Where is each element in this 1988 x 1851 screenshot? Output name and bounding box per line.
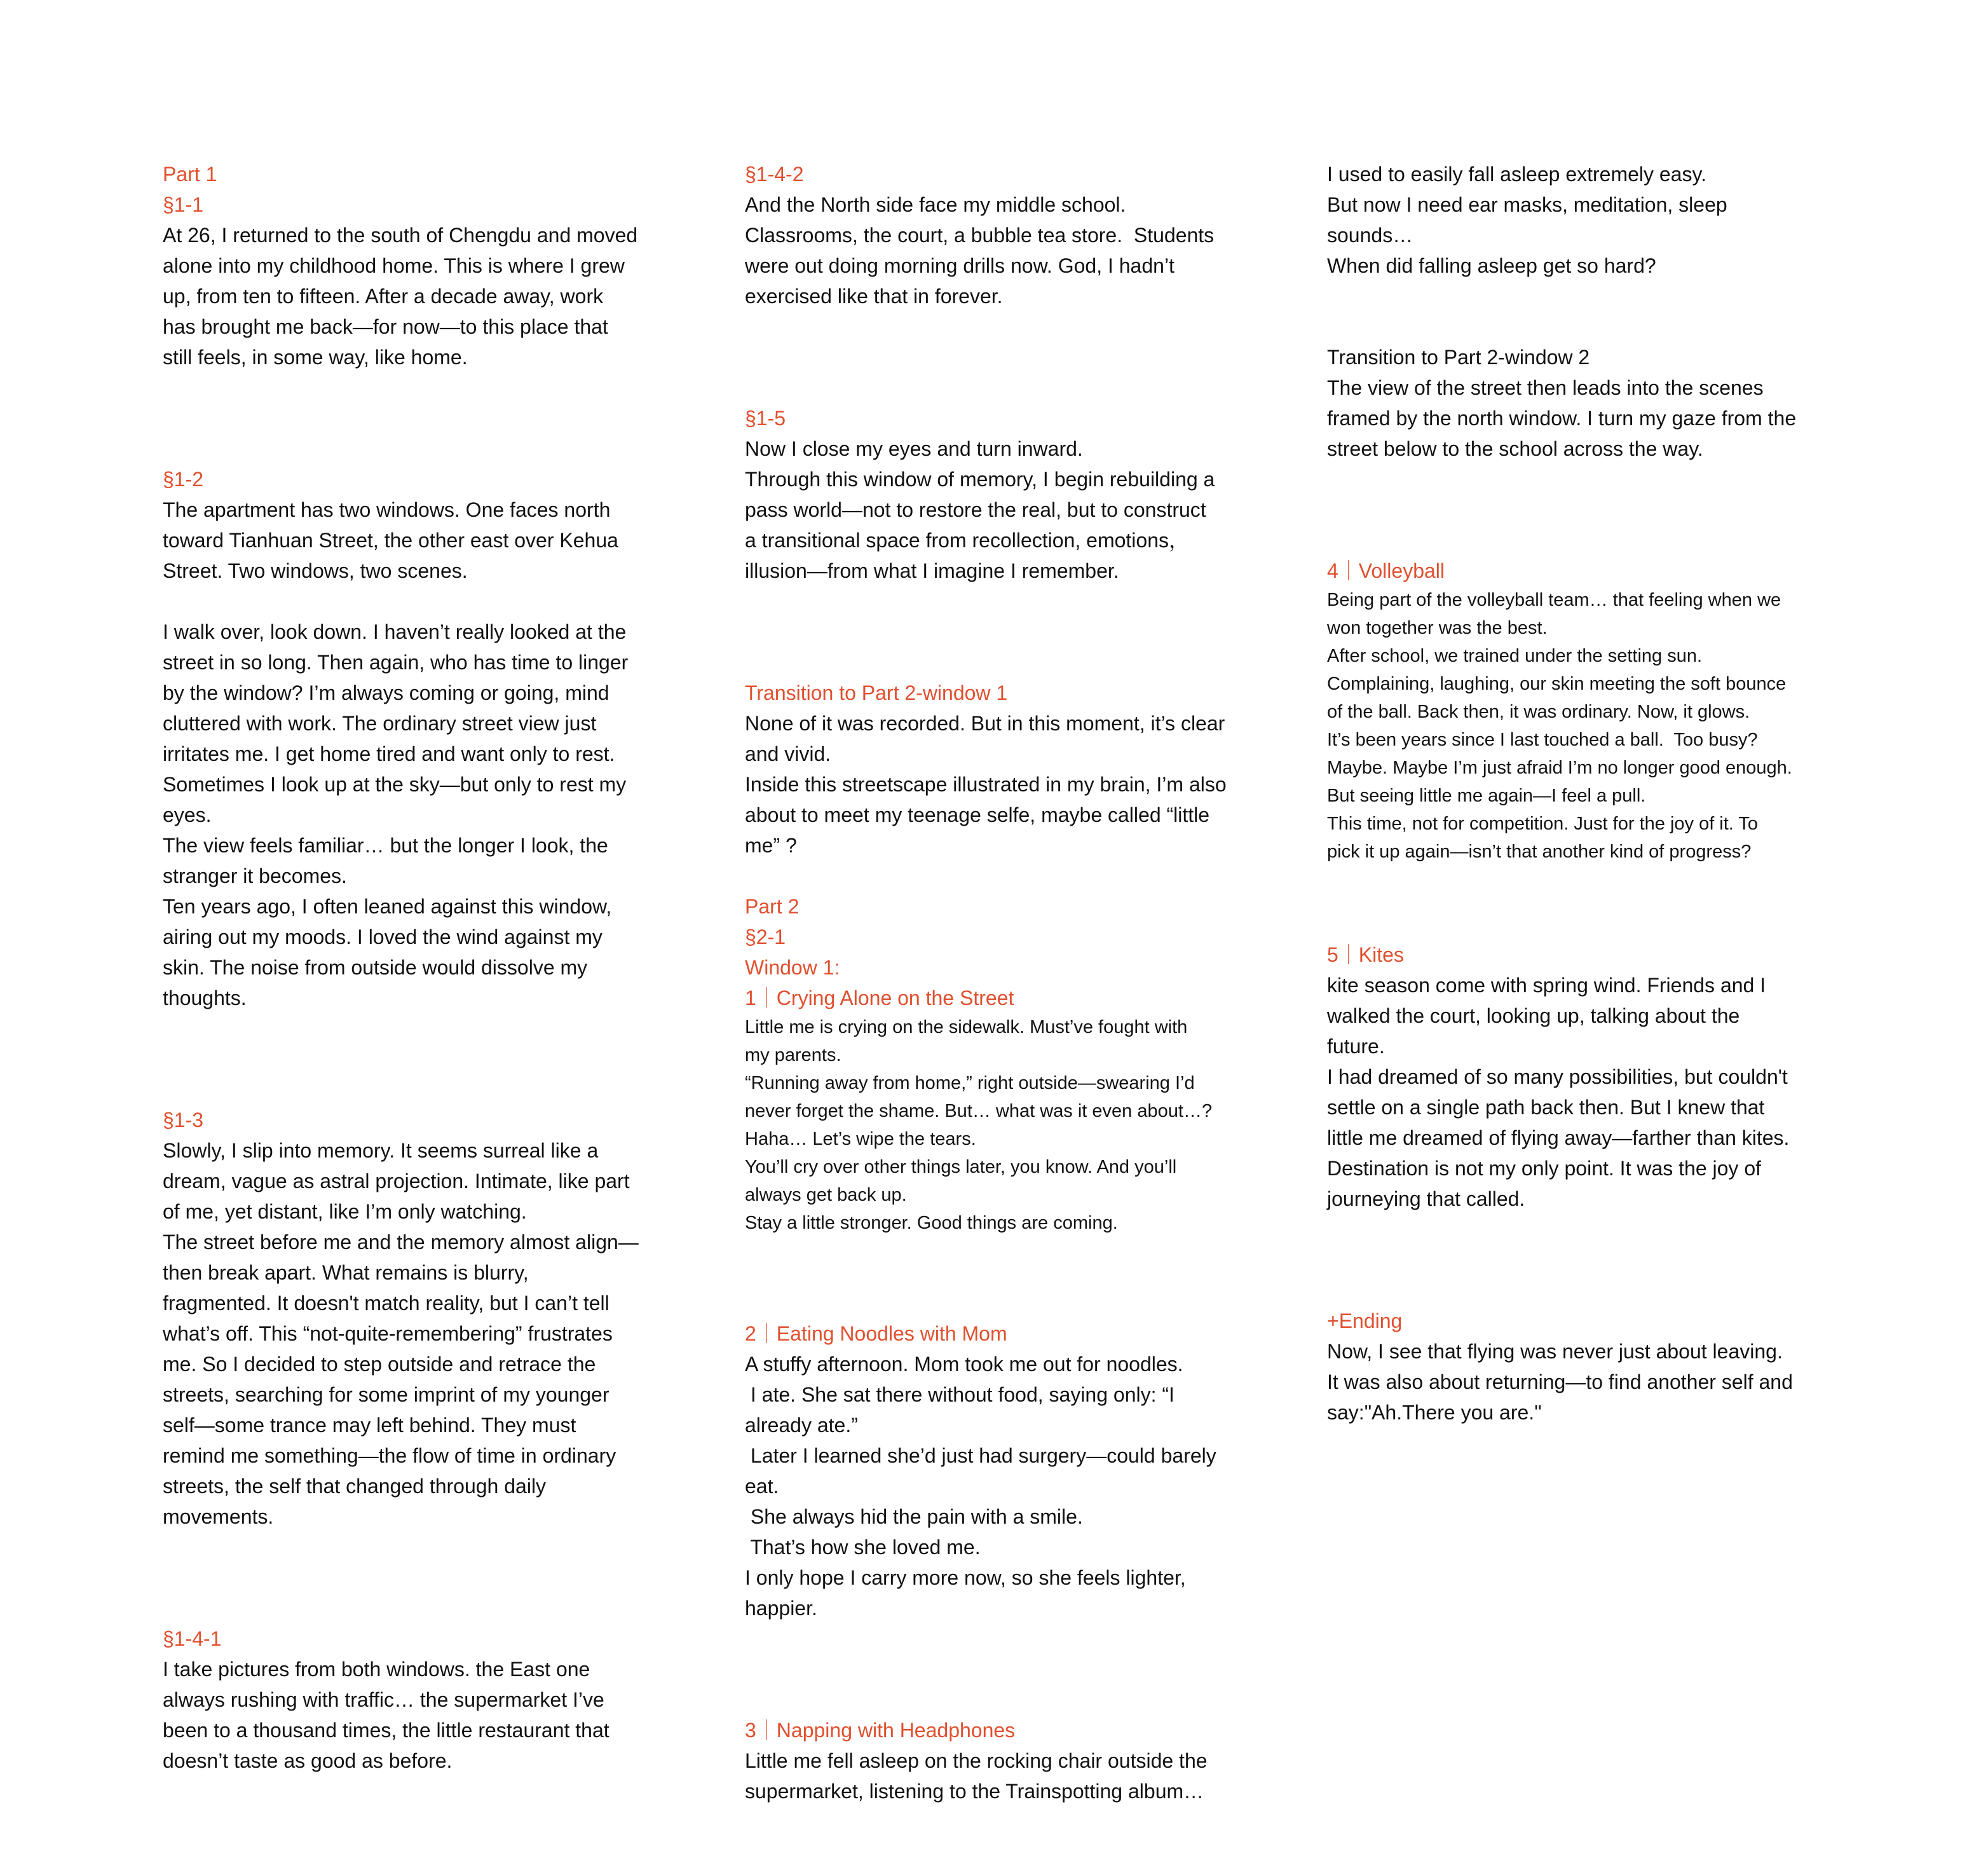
text-line: A stuffy afternoon. Mom took me out for noodles. [745, 1353, 1183, 1376]
spacer [745, 861, 1266, 891]
text-line: I ate. She sat there without food, saying only: “I [745, 1383, 1174, 1406]
section-1-1-heading: §1-1 [163, 193, 204, 216]
part-2 [745, 891, 1266, 1237]
text-line: what’s off. This “not-quite-remembering” frustrates [163, 1322, 613, 1345]
section-1-4-1-heading: §1-4-1 [163, 1627, 222, 1650]
text-line: Sometimes I look up at the sky—but only to rest my [163, 773, 627, 796]
part-1-heading: Part 1 [163, 163, 217, 186]
text-line: That’s how she loved me. [745, 1536, 981, 1559]
text-line: won together was the best. [1327, 618, 1548, 638]
text-line: up, from ten to fifteen. After a decade away, work [163, 285, 604, 308]
text-line: never forget the shame. But… what was it even about…? [745, 1101, 1213, 1121]
item-5-body [1327, 970, 1848, 1214]
text-line: eat. [745, 1475, 779, 1498]
text-line: Haha… Let’s wipe the tears. [745, 1129, 976, 1149]
text-line: my parents. [745, 1045, 841, 1065]
text-line: toward Tianhuan Street, the other east over Kehua [163, 529, 618, 552]
spacer [163, 1532, 684, 1623]
column-3 [1327, 159, 1848, 1428]
text-line: The apartment has two windows. One faces north [163, 498, 611, 521]
text-line: stranger it becomes. [163, 864, 347, 887]
text-line: always get back up. [745, 1185, 907, 1205]
spacer [745, 586, 1266, 678]
column-2 [745, 159, 1266, 1807]
section-1-2-heading: §1-2 [163, 468, 204, 491]
text-line: Ten years ago, I often leaned against this window, [163, 895, 612, 918]
text-line: Now, I see that flying was never just about leaving. [1327, 1340, 1783, 1363]
spacer [745, 1623, 1266, 1715]
spacer [745, 1237, 1266, 1318]
text-line: me. So I decided to step outside and retrace the [163, 1353, 596, 1376]
text-line: has brought me back—for now—to this place that [163, 315, 608, 338]
item-4-heading: 4｜Volleyball [1327, 559, 1445, 582]
text-line: When did falling asleep get so hard? [1327, 254, 1656, 277]
text-line: then break apart. What remains is blurry, [163, 1261, 529, 1284]
item-2-body [745, 1349, 1266, 1623]
item-3 [745, 1715, 1266, 1807]
section-1-5 [745, 403, 1266, 586]
text-line: eyes. [163, 803, 212, 826]
text-line: After school, we trained under the setting sun. [1327, 646, 1703, 666]
text-line: settle on a single path back then. But I knew that [1327, 1096, 1765, 1119]
text-line: dream, vague as astral projection. Intimate, like part [163, 1170, 630, 1192]
text-line: remind me something—the flow of time in ordinary [163, 1444, 616, 1467]
spacer [163, 1013, 684, 1105]
ending-heading: +Ending [1327, 1309, 1403, 1332]
text-line: Maybe. Maybe I’m just afraid I’m no longer good enough. [1327, 758, 1792, 778]
text-line: thoughts. [163, 987, 247, 1009]
text-line: Street. Two windows, two scenes. [163, 559, 468, 582]
text-line: The view feels familiar… but the longer I look, the [163, 834, 608, 857]
column-1 [163, 159, 684, 1776]
text-line: about to meet my teenage selfe, maybe called “little [745, 803, 1210, 826]
item-2-heading: 2｜Eating Noodles with Mom [745, 1322, 1007, 1345]
text-line: At 26, I returned to the south of Chengdu and moved [163, 224, 638, 247]
text-line: Now I close my eyes and turn inward. [745, 437, 1083, 460]
item-4-body [1327, 586, 1848, 866]
spacer [1327, 464, 1848, 556]
text-line: sounds… [1327, 224, 1413, 247]
text-line: Little me is crying on the sidewalk. Must’ve fought with [745, 1017, 1188, 1037]
section-1-4-2-heading: §1-4-2 [745, 163, 804, 186]
text-line: self—some trance may left behind. They must [163, 1414, 576, 1437]
text-line: still feels, in some way, like home. [163, 346, 468, 369]
text-line: I walk over, look down. I haven’t really looked at the [163, 620, 627, 643]
text-line: were out doing morning drills now. God, I hadn’t [745, 254, 1174, 277]
transition-window-1-heading: Transition to Part 2-window 1 [745, 681, 1008, 704]
item-3-heading: 3｜Napping with Headphones [745, 1719, 1016, 1742]
spacer [163, 586, 684, 617]
text-line: It was also about returning—to find another self and [1327, 1370, 1793, 1393]
text-line: Through this window of memory, I begin rebuilding a [745, 468, 1215, 491]
part-2-heading: Part 2 [745, 895, 800, 918]
spacer [1327, 866, 1848, 939]
text-line: It’s been years since I last touched a ball. Too busy? [1327, 730, 1758, 750]
text-line: Later I learned she’d just had surgery—could barely [745, 1444, 1216, 1467]
text-line: say:"Ah.There you are." [1327, 1401, 1542, 1424]
text-line: illusion—from what I imagine I remember. [745, 559, 1119, 582]
text-line: This time, not for competition. Just for the joy of it. To [1327, 814, 1759, 834]
text-line: fragmented. It doesn't match reality, but I can’t tell [163, 1292, 609, 1315]
item-3-continued [1327, 159, 1848, 281]
text-line: walked the court, looking up, talking about the [1327, 1004, 1740, 1027]
text-line: streets, the self that changed through daily [163, 1475, 547, 1498]
transition-window-1-body [745, 708, 1266, 861]
text-line: airing out my moods. I loved the wind against my [163, 926, 603, 948]
ending [1327, 1306, 1848, 1428]
text-line: Little me fell asleep on the rocking chair outside the [745, 1749, 1208, 1772]
item-1-heading: 1｜Crying Alone on the Street [745, 987, 1014, 1009]
spacer [745, 311, 1266, 403]
item-3-body [745, 1745, 1266, 1807]
item-4 [1327, 556, 1848, 866]
text-line: She always hid the pain with a smile. [745, 1505, 1083, 1528]
text-line: me” ? [745, 834, 797, 857]
section-1-2 [163, 464, 684, 1013]
text-line: Destination is not my only point. It was the joy of [1327, 1157, 1761, 1180]
text-line: skin. The noise from outside would dissolve my [163, 956, 588, 979]
text-line: The view of the street then leads into the scenes [1327, 376, 1764, 399]
text-line: “Running away from home,” right outside—swearing I’d [745, 1073, 1195, 1093]
text-line: movements. [163, 1505, 274, 1528]
text-line: a transitional space from recollection, emotions， [745, 529, 1189, 552]
text-line: And the North side face my middle school. [745, 193, 1126, 216]
text-line: pass world—not to restore the real, but to construct [745, 498, 1206, 521]
text-line: Classrooms, the court, a bubble tea store. Students [745, 224, 1215, 247]
section-1-4-1 [163, 1623, 684, 1776]
section-1-3 [163, 1105, 684, 1532]
section-1-3-body [163, 1135, 684, 1532]
section-1-4-2-body [745, 189, 1266, 311]
text-line: You’ll cry over other things later, you know. And you’ll [745, 1157, 1177, 1177]
text-line: The street before me and the memory almost align— [163, 1231, 639, 1253]
text-line: future. [1327, 1035, 1385, 1058]
transition-window-2 [1327, 342, 1848, 464]
section-1-1 [163, 189, 684, 372]
text-line: pick it up again—isn’t that another kind of progress? [1327, 842, 1752, 862]
text-line: But seeing little me again—I feel a pull. [1327, 786, 1646, 806]
text-line: street below to the school across the way. [1327, 437, 1703, 460]
spacer [1327, 281, 1848, 342]
text-line: streets, searching for some imprint of my younger [163, 1383, 609, 1406]
text-line: Complaining, laughing, our skin meeting the soft bounce [1327, 674, 1787, 694]
transition-window-2-body [1327, 372, 1848, 464]
item-5 [1327, 939, 1848, 1214]
spacer [163, 372, 684, 464]
text-line: been to a thousand times, the little restaurant that [163, 1719, 609, 1742]
text-line: doesn’t taste as good as before. [163, 1749, 453, 1772]
text-line: framed by the north window. I turn my gaze from the [1327, 407, 1797, 430]
item-1-body [745, 1013, 1266, 1237]
section-1-2-para-2 [163, 617, 684, 1013]
text-line: journeying that called. [1327, 1187, 1525, 1210]
text-line: little me dreamed of flying away—farther than kites. [1327, 1126, 1790, 1149]
text-line: always rushing with traffic… the supermarket I’ve [163, 1688, 604, 1711]
text-line: of me, yet distant, like I’m only watching. [163, 1200, 527, 1223]
spacer [1327, 1214, 1848, 1306]
text-line: But now I need ear masks, meditation, sleep [1327, 193, 1727, 216]
transition-window-2-heading: Transition to Part 2-window 2 [1327, 346, 1590, 369]
text-line: Inside this streetscape illustrated in my brain, I’m also [745, 773, 1227, 796]
text-line: I used to easily fall asleep extremely easy. [1327, 163, 1707, 186]
text-line: exercised like that in forever. [745, 285, 1003, 308]
text-line: irritates me. I get home tired and want only to rest. [163, 742, 615, 765]
window-1-heading: Window 1: [745, 956, 840, 979]
section-1-5-heading: §1-5 [745, 407, 786, 430]
text-line: by the window? I’m always coming or going, mind [163, 681, 609, 704]
text-line: I had dreamed of so many possibilities, but couldn't [1327, 1065, 1788, 1088]
section-2-1-heading: §2-1 [745, 926, 786, 948]
text-line: Slowly, I slip into memory. It seems surreal like a [163, 1139, 599, 1162]
text-line: street in so long. Then again, who has time to linger [163, 651, 629, 674]
text-line: Being part of the volleyball team… that feeling when we [1327, 590, 1781, 610]
text-line: happier. [745, 1597, 817, 1620]
text-line: I only hope I carry more now, so she feels lighter, [745, 1566, 1186, 1589]
text-line: of the ball. Back then, it was ordinary. Now, it glows. [1327, 702, 1750, 722]
section-1-3-heading: §1-3 [163, 1109, 204, 1131]
section-1-2-para-1 [163, 495, 684, 586]
text-line: cluttered with work. The ordinary street view just [163, 712, 597, 735]
ending-body [1327, 1336, 1848, 1428]
text-line: None of it was recorded. But in this moment, it’s clear [745, 712, 1225, 735]
item-2 [745, 1318, 1266, 1623]
section-1-5-body [745, 434, 1266, 586]
text-line: I take pictures from both windows. the East one [163, 1658, 590, 1681]
text-line: alone into my childhood home. This is where I grew [163, 254, 625, 277]
transition-window-1 [745, 678, 1266, 861]
text-line: Stay a little stronger. Good things are coming. [745, 1213, 1118, 1233]
section-1-4-2 [745, 159, 1266, 311]
item-5-heading: 5｜Kites [1327, 943, 1404, 966]
text-line: and vivid. [745, 742, 831, 765]
section-1-1-body [163, 220, 684, 372]
section-1-4-1-body [163, 1654, 684, 1776]
text-line: kite season come with spring wind. Friends and I [1327, 974, 1766, 997]
text-line: already ate.” [745, 1414, 858, 1437]
text-line: supermarket, listening to the Trainspotting album… [745, 1780, 1204, 1803]
